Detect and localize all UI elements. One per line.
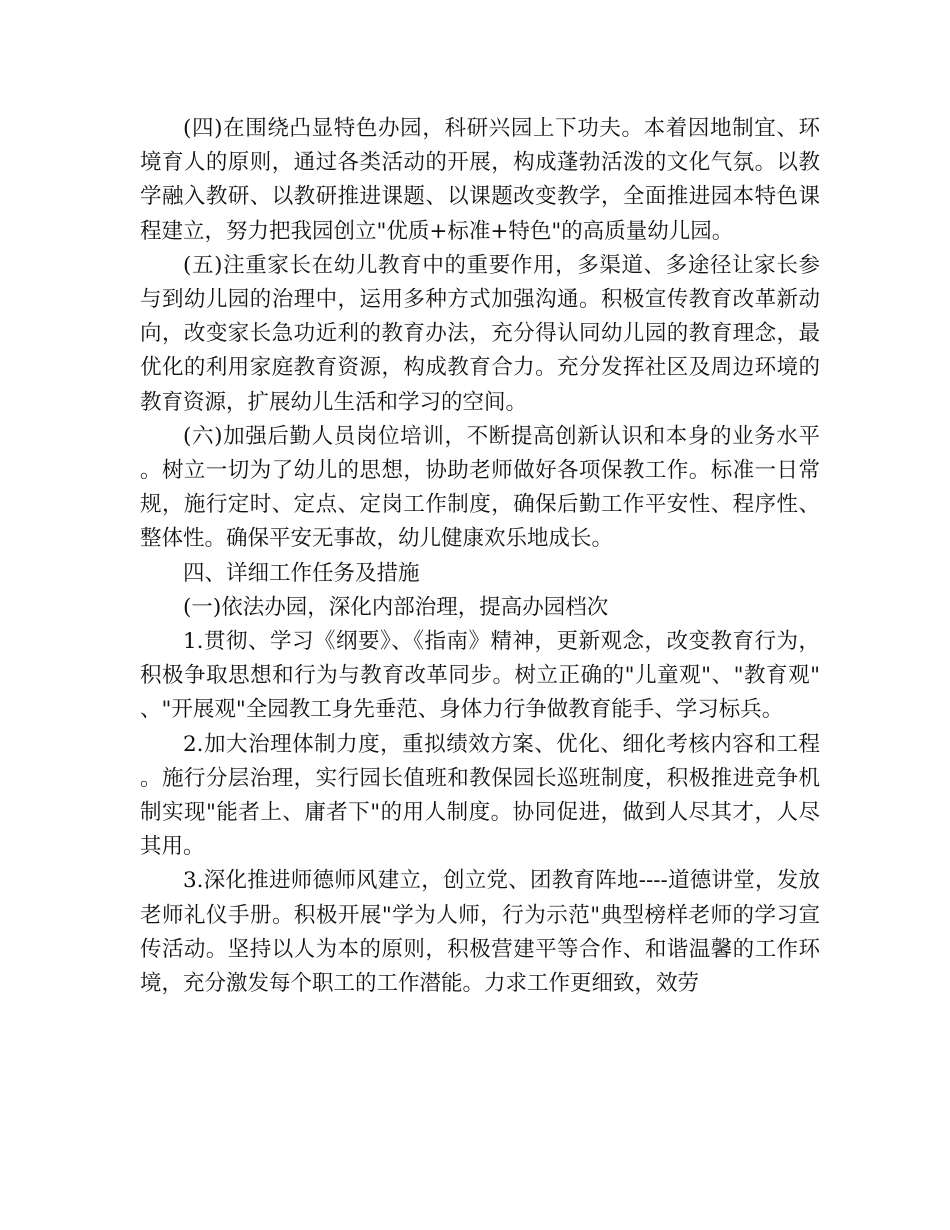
paragraph-item-2: 2.加大治理体制力度，重拟绩效方案、优化、细化考核内容和工程。施行分层治理，实行园长值班和教保园长巡班制度，积极推进竞争机制实现"能者上、庸者下"的用人制度。协同促进，做到人尽其才，人尽其用。 (140, 731, 820, 860)
paragraph-item-1: 1.贯彻、学习《纲要》、《指南》精神，更新观念，改变教育行为，积极争取思想和行为与教育改革同步。树立正确的"儿童观"、"教育观"、"开展观"全园教工身先垂范、身体力行争做教育能手、学习标兵。 (140, 629, 820, 723)
paragraph-section-4: (四)在围绕凸显特色办园，科研兴园上下功夫。本着因地制宜、环境育人的原则，通过各类活动的开展，构成蓬勃活泼的文化气氛。以教学融入教研、以教研推进课题、以课题改变教学，全面推进园本特色课程建立，努力把我园创立"优质+标准+特色"的高质量幼儿园。 (140, 116, 820, 244)
section-heading-tasks: 四、详细工作任务及措施 (183, 560, 420, 586)
paragraph-section-5: (五)注重家长在幼儿教育中的重要作用，多渠道、多途径让家长参与到幼儿园的治理中，运用多种方式加强沟通。积极宣传教育改革新动向，改变家长急功近利的教育办法，充分得认同幼儿园的教育理念，最优化的利用家庭教育资源，构成教育合力。充分发挥社区及周边环境的教育资源，扩展幼儿生活和学习的空间。 (140, 252, 820, 415)
paragraph-item-3: 3.深化推进师德师风建立，创立党、团教育阵地----道德讲堂，发放老师礼仪手册。积极开展"学为人师，行为示范"典型榜样老师的学习宣传活动。坚持以人为本的原则，积极营建平等合作、和谐温馨的工作环境，充分激发每个职工的工作潜能。力求工作更细致，效劳 (140, 868, 820, 997)
document-body (140, 112, 820, 1001)
subsection-heading-1: (一)依法办园，深化内部治理，提高办园档次 (183, 594, 609, 620)
paragraph-section-6: (六)加强后勤人员岗位培训，不断提高创新认识和本身的业务水平。树立一切为了幼儿的思想，协助老师做好各项保教工作。标准一日常规，施行定时、定点、定岗工作制度，确保后勤工作平安性、程序性、整体性。确保平安无事故，幼儿健康欢乐地成长。 (140, 423, 820, 552)
